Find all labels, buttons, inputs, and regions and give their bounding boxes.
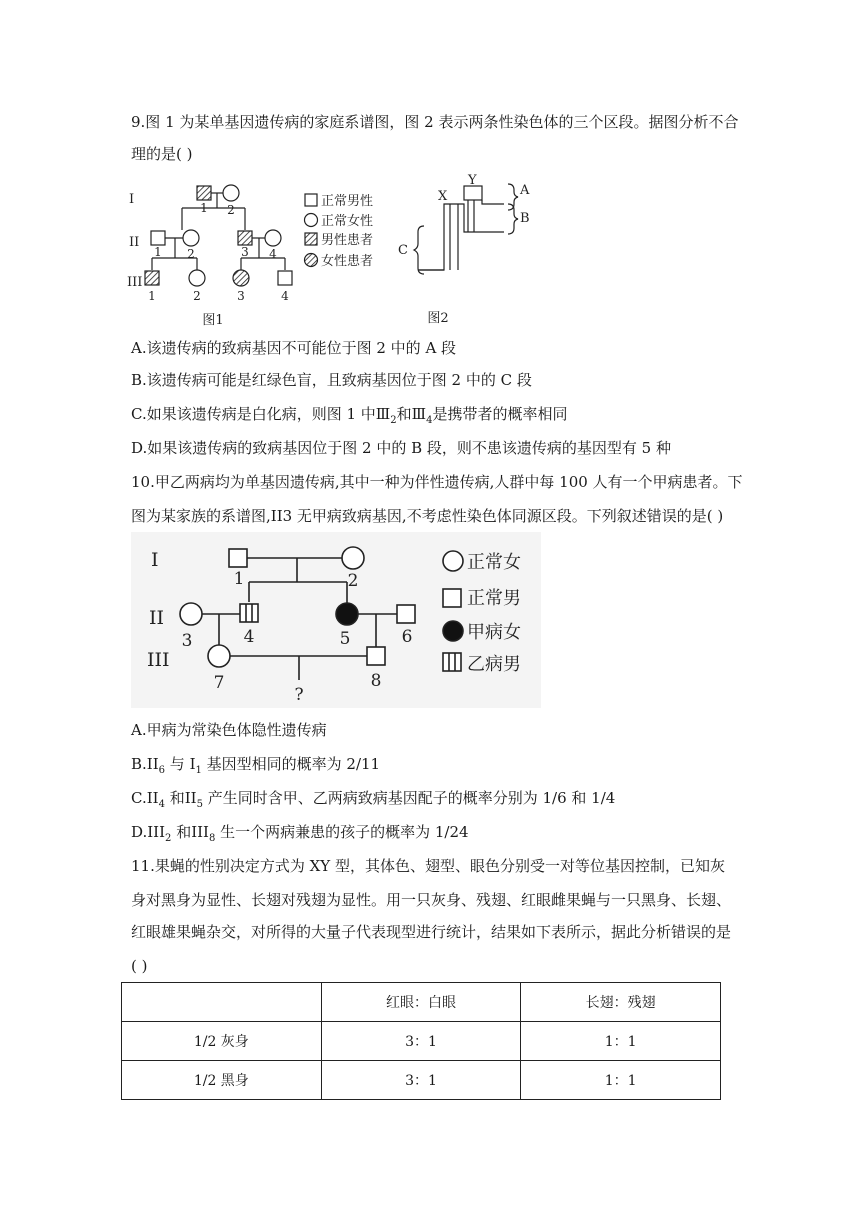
q11-stem-line2: 身对黑身为显性、长翅对残翅为显性。用一只灰身、残翅、红眼雌果蝇与一只黑身、长翅、 [131,891,732,909]
legend-disease-b-male-symbol [443,653,461,671]
x-label: X [438,189,448,204]
q9-option-a: A.该遗传病的致病基因不可能位于图 2 中的 A 段 [131,339,457,357]
svg-text:2: 2 [193,289,201,303]
normal-female [265,230,281,246]
affected-female [233,270,249,286]
normal-male [367,647,385,665]
svg-text:3: 3 [181,631,193,651]
svg-text:4: 4 [243,627,255,647]
generation-label: II [149,607,165,629]
legend-normal-male: 正常男性 [321,194,374,209]
svg-text:8: 8 [370,671,382,691]
normal-female [342,547,364,569]
table-row [122,1022,721,1061]
disease-b-male [240,604,258,622]
legend-normal-female-symbol [443,551,463,571]
legend-disease-b-male: 乙病男 [467,654,521,675]
y-label: Y [468,173,477,188]
legend-disease-a-female: 甲病女 [467,622,521,643]
disease-a-female [336,603,358,625]
figure-caption: 图2 [427,311,449,326]
table-cell: 3：1 [321,1022,521,1061]
a-label: A [520,183,530,198]
affected-male [197,186,211,200]
q11-stem-line3: 红眼雄果蝇杂交，对所得的大量子代表现型进行统计，结果如下表所示，据此分析错误的是 [131,923,732,941]
svg-text:4: 4 [281,289,289,303]
table-cell: 1：1 [521,1061,721,1100]
svg-text:5: 5 [339,629,351,649]
normal-male [229,549,247,567]
generation-label: I [129,192,135,207]
q9-option-c: C.如果该遗传病是白化病，则图 1 中$Ⅲ_2$和$Ⅲ_4$是携带者的概率相同 [131,405,568,426]
legend-normal-male-symbol [443,589,461,607]
q9-option-d: D.如果该遗传病的致病基因位于图 2 中的 B 段，则不患该遗传病的基因型有 5 种 [131,439,671,457]
legend-normal-female: 正常女性 [321,214,374,229]
q9-stem-line2: 理的是( ) [131,145,193,163]
svg-text:1: 1 [154,245,162,259]
svg-text:4: 4 [269,247,277,261]
table-header-row [122,983,721,1022]
table-cell: 1/2 黑身 [122,1061,322,1100]
table-row [122,1061,721,1100]
table-header-cell [122,983,322,1022]
normal-male [278,271,292,285]
normal-female [183,230,199,246]
q9-figure-2 [388,172,538,332]
legend-disease-a-female-symbol [443,621,463,641]
normal-female [189,270,205,286]
legend-normal-female: 正常女 [467,552,521,573]
svg-text:6: 6 [401,627,413,647]
svg-text:7: 7 [213,673,225,693]
normal-male [151,231,165,245]
legend-normal-female-symbol [305,214,318,227]
generation-label: III [147,649,170,671]
legend-normal-male: 正常男 [467,588,521,609]
legend-affected-male: 男性患者 [321,233,374,248]
generation-label: II [129,235,140,250]
table-cell: 1/2 灰身 [122,1022,322,1061]
figure-caption: 图1 [202,313,224,328]
generation-label: III [127,275,143,290]
q10-option-b: $B.II_6$ 与 $I_1$ 基因型相同的概率为 2/11 [131,755,381,776]
svg-text:1: 1 [233,569,245,589]
q11-stem-line1: 11.果蝇的性别决定方式为 XY 型，其体色、翅型、眼色分别受一对等位基因控制，已知灰 [131,857,725,875]
legend-affected-female: 女性患者 [321,254,374,269]
normal-female [223,185,239,201]
q10-figure [131,532,541,712]
q9-stem-line1: 9.图 1 为某单基因遗传病的家庭系谱图，图 2 表示两条性染色体的三个区段。据图分析不合 [131,113,739,131]
table-header-cell: 长翅：残翅 [521,983,721,1022]
affected-male [145,271,159,285]
normal-female [208,645,230,667]
q11-results-table [121,982,721,1100]
svg-text:2: 2 [187,247,195,261]
svg-text:1: 1 [200,201,208,215]
table-cell: 1：1 [521,1022,721,1061]
normal-male [397,605,415,623]
svg-text:2: 2 [347,571,359,591]
generation-label: I [151,549,159,571]
affected-male [238,231,252,245]
table-cell: 3：1 [321,1061,521,1100]
q11-stem-line4: ( ) [131,957,148,975]
svg-text:1: 1 [148,289,156,303]
q10-option-a: A.甲病为常染色体隐性遗传病 [131,721,327,739]
svg-text:3: 3 [237,289,245,303]
b-label: B [520,211,530,226]
q10-stem-line2: 图为某家族的系谱图,II3 无甲病致病基因,不考虑性染色体同源区段。下列叙述错误的是( ) [131,507,724,525]
svg-text:3: 3 [241,245,249,259]
legend-affected-male-symbol [305,233,317,245]
legend-normal-male-symbol [305,194,317,206]
normal-female [180,603,202,625]
unknown-child-mark: ? [294,685,304,705]
table-header-cell: 红眼：白眼 [321,983,521,1022]
q9-figure-1 [125,180,395,332]
q10-stem-line1: 10.甲乙两病均为单基因遗传病,其中一种为伴性遗传病,人群中每 100 人有一个甲病患者。下 [131,473,743,491]
c-label: C [398,243,408,258]
legend-affected-female-symbol [305,254,318,267]
q10-option-c: $C.II_4$ 和$II_5$ 产生同时含甲、乙两病致病基因配子的概率分别为 1/6 和 1/4 [131,789,616,810]
q9-option-b: B.该遗传病可能是红绿色盲，且致病基因位于图 2 中的 C 段 [131,371,532,389]
svg-text:2: 2 [227,203,235,217]
q10-option-d: $D.III_2$ 和$III_8$ 生一个两病兼患的孩子的概率为 1/24 [131,823,469,844]
